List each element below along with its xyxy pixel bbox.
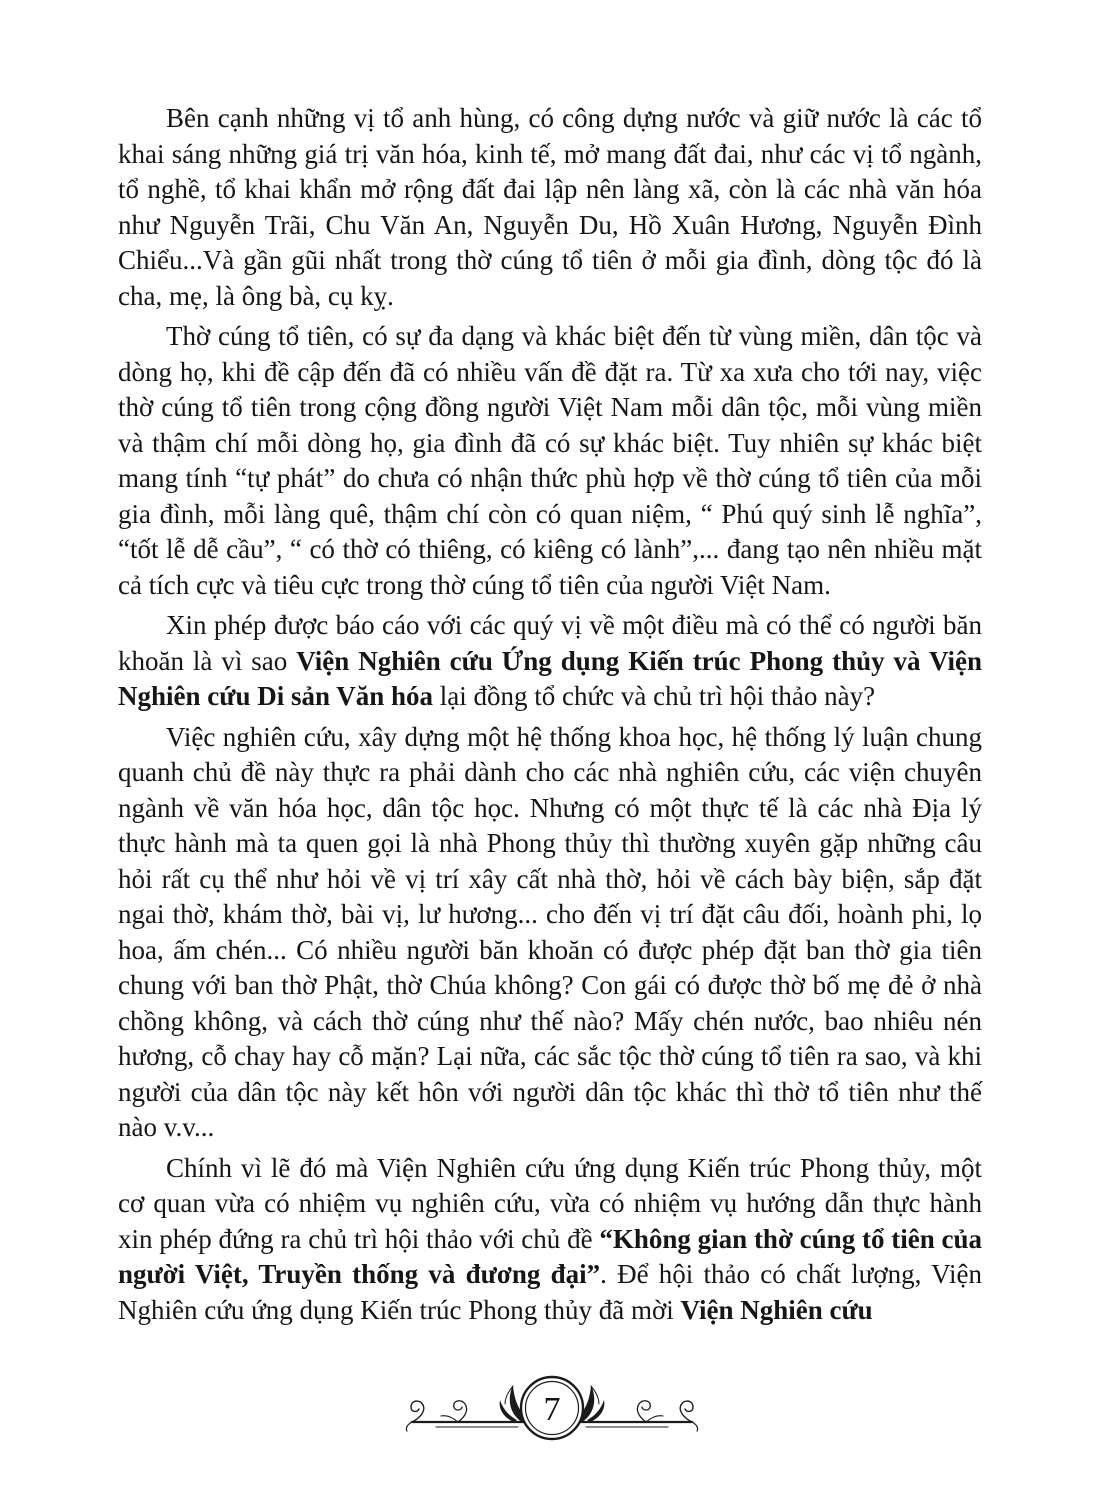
text-run: Bên cạnh những vị tổ anh hùng, có công dựng nước và giữ nước là các tổ khai sáng những giá trị văn hóa, kinh tế, mở mang đất đai, như các vị tổ ngành, tổ nghề, tổ khai khẩn mở rộng đất đai lập nên làng xã, còn là các nhà văn hóa như Nguyễn Trãi, Chu Văn An, Nguyễn Du, Hồ Xuân Hương, Nguyễn Đình Chiểu...Và gần gũi nhất trong thờ cúng tổ tiên ở mỗi gia đình, dòng tộc đó là cha, mẹ, là ông bà, cụ kỵ.	[118, 103, 982, 311]
page-number: 7	[543, 1391, 561, 1428]
flourish-divider-icon	[402, 1370, 702, 1450]
text-run: Việc nghiên cứu, xây dựng một hệ thống khoa học, hệ thống lý luận chung quanh chủ đề này thực ra phải dành cho các nhà nghiên cứu, các viện chuyên ngành về văn hóa học, dân tộc học. Nhưng có một thực tế là các nhà Địa lý thực hành mà ta quen gọi là nhà Phong thủy thì thường xuyên gặp những câu hỏi rất cụ thể như hỏi về vị trí xây cất nhà thờ, hỏi về cách bày biện, sắp đặt ngai thờ, khám thờ, bài vị, lư hương... cho đến vị trí đặt câu đối, hoành phi, lọ hoa, ấm chén... Có nhiều người băn khoăn có được phép đặt ban thờ gia tiên chung với ban thờ Phật, thờ Chúa không? Con gái có được thờ bố mẹ đẻ ở nhà chồng không, và cách thờ cúng như thế nào? Mấy chén nước, bao nhiêu nén hương, cỗ chay hay cỗ mặn? Lại nữa, các sắc tộc thờ cúng tổ tiên ra sao, và khi người của dân tộc này kết hôn với người dân tộc khác thì thờ tổ tiên như thế nào v.v...	[118, 721, 982, 1142]
bold-text-run: Viện Nghiên cứu Ứng dụng Kiến trúc Phong thủy và Viện Nghiên cứu Di sản Văn hóa	[118, 645, 982, 711]
text-run: . Để hội thảo có chất lượng, Viện Nghiên cứu ứng dụng Kiến trúc Phong thủy đã mời	[118, 1259, 982, 1325]
paragraph	[118, 720, 982, 1146]
bold-text-run: Viện Nghiên cứu	[680, 1294, 873, 1325]
text-run: Xin phép được báo cáo với các quý vị về một điều mà có thể có người băn khoăn là vì sao	[118, 610, 982, 676]
paragraph	[118, 608, 982, 715]
text-run: lại đồng tổ chức và chủ trì hội thảo này?	[433, 681, 876, 711]
text-run: Chính vì lẽ đó mà Viện Nghiên cứu ứng dụng Kiến trúc Phong thủy, một cơ quan vừa có nhiệm vụ nghiên cứu, vừa có nhiệm vụ hướng dẫn thực hành xin phép đứng ra chủ trì hội thảo với chủ đề	[118, 1152, 982, 1254]
document-body	[118, 101, 982, 1328]
paragraph	[118, 1151, 982, 1329]
text-run: Thờ cúng tổ tiên, có sự đa dạng và khác biệt đến từ vùng miền, dân tộc và dòng họ, khi đề cập đến đã có nhiều vấn đề đặt ra. Từ xa xưa cho tới nay, việc thờ cúng tổ tiên trong cộng đồng người Việt Nam mỗi dân tộc, mỗi vùng miền và thậm chí mỗi dòng họ, gia đình đã có sự khác biệt. Tuy nhiên sự khác biệt mang tính “tự phát” do chưa có nhận thức phù hợp về thờ cúng tổ tiên của mỗi gia đình, mỗi làng quê, thậm chí còn có quan niệm, “ Phú quý sinh lễ nghĩa”, “tốt lễ dễ cầu”, “ có thờ có thiêng, có kiêng có lành”,... đang tạo nên nhiều mặt cả tích cực và tiêu cực trong thờ cúng tổ tiên của người Việt Nam.	[118, 321, 982, 600]
page-footer	[0, 1370, 1104, 1450]
bold-text-run: “Không gian thờ cúng tổ tiên của người Việt, Truyền thống và đương đại”	[118, 1223, 983, 1289]
paragraph	[118, 319, 982, 603]
paragraph	[118, 101, 982, 314]
